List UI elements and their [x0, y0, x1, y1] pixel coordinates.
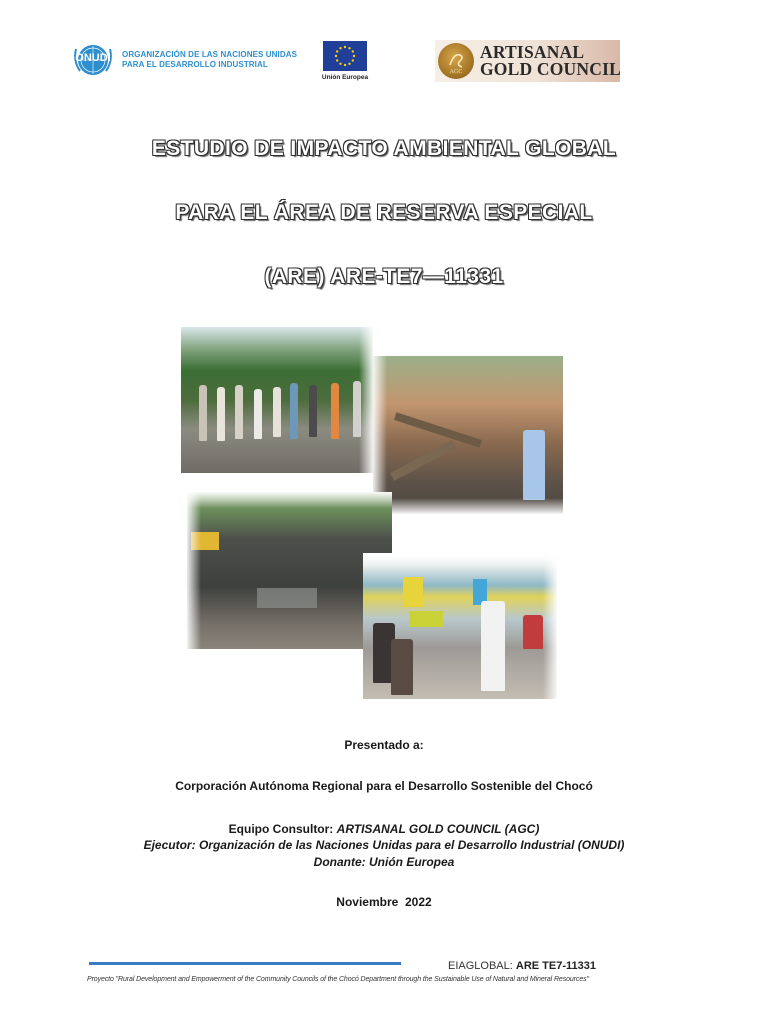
title-line-3: (ARE) ARE-TE7—11331: [264, 265, 504, 288]
recipient-name: Corporación Autónoma Regional para el Desarrollo Sostenible del Chocó: [175, 779, 593, 793]
footer-divider: [89, 962, 401, 965]
eu-flag-icon: [323, 41, 367, 71]
eu-star-icon: [335, 55, 337, 57]
eu-star-icon: [348, 47, 350, 49]
executor-line: [0, 838, 768, 852]
mining-area-photo: [187, 492, 392, 649]
eu-star-icon: [352, 59, 354, 61]
publication-date: Noviembre 2022: [336, 895, 432, 909]
consultant-value: ARTISANAL GOLD COUNCIL (AGC): [336, 822, 540, 836]
onudi-name: [122, 50, 297, 70]
eu-star-icon: [344, 64, 346, 66]
agc-seal-label: AGC: [449, 69, 463, 75]
onudi-logo-label: ONUDI: [75, 52, 111, 64]
executor-label: Ejecutor:: [143, 838, 196, 852]
eu-label: Unión Europea: [321, 74, 369, 81]
eu-star-icon: [352, 50, 354, 52]
consultant-label: Equipo Consultor:: [228, 822, 334, 836]
onudi-name-line2: PARA EL DESARROLLO INDUSTRIAL: [122, 60, 268, 69]
eu-star-icon: [344, 46, 346, 48]
community-meeting-photo: [363, 553, 557, 699]
agc-name-line1: ARTISANAL: [480, 42, 585, 62]
onudi-name-line1: ORGANIZACIÓN DE LAS NACIONES UNIDAS: [122, 50, 298, 59]
footer-document-code: [448, 960, 596, 972]
executor-value: Organización de las Naciones Unidas para el Desarrollo Industrial (ONUDI): [198, 838, 625, 852]
title-line-2: PARA EL ÁREA DE RESERVA ESPECIAL: [175, 201, 593, 224]
presented-label: Presentado a:: [344, 738, 424, 752]
eu-star-icon: [339, 47, 341, 49]
title-line-1: ESTUDIO DE IMPACTO AMBIENTAL GLOBAL: [151, 137, 617, 160]
footer-code-value: ARE TE7-11331: [515, 960, 596, 972]
consultant-line: [0, 822, 768, 836]
donor-value: Unión Europea: [369, 855, 455, 869]
landslide-site-photo: [373, 356, 563, 514]
eu-star-icon: [339, 63, 341, 65]
footer-project-note: Proyecto "Rural Development and Empowerment of the Community Councils of the Chocó Department through the Sustainable Use of Natural and Mineral Resources": [87, 976, 589, 983]
agc-name: [480, 44, 621, 78]
donor-line: [0, 855, 768, 869]
eu-star-icon: [336, 50, 338, 52]
field-group-photo: [181, 327, 373, 473]
eu-star-icon: [336, 59, 338, 61]
donor-label: Donante:: [313, 855, 366, 869]
eu-star-icon: [348, 63, 350, 65]
agc-name-line2: GOLD COUNCIL: [480, 59, 621, 79]
footer-code-prefix: EIAGLOBAL:: [448, 960, 513, 972]
eu-star-icon: [353, 55, 355, 57]
